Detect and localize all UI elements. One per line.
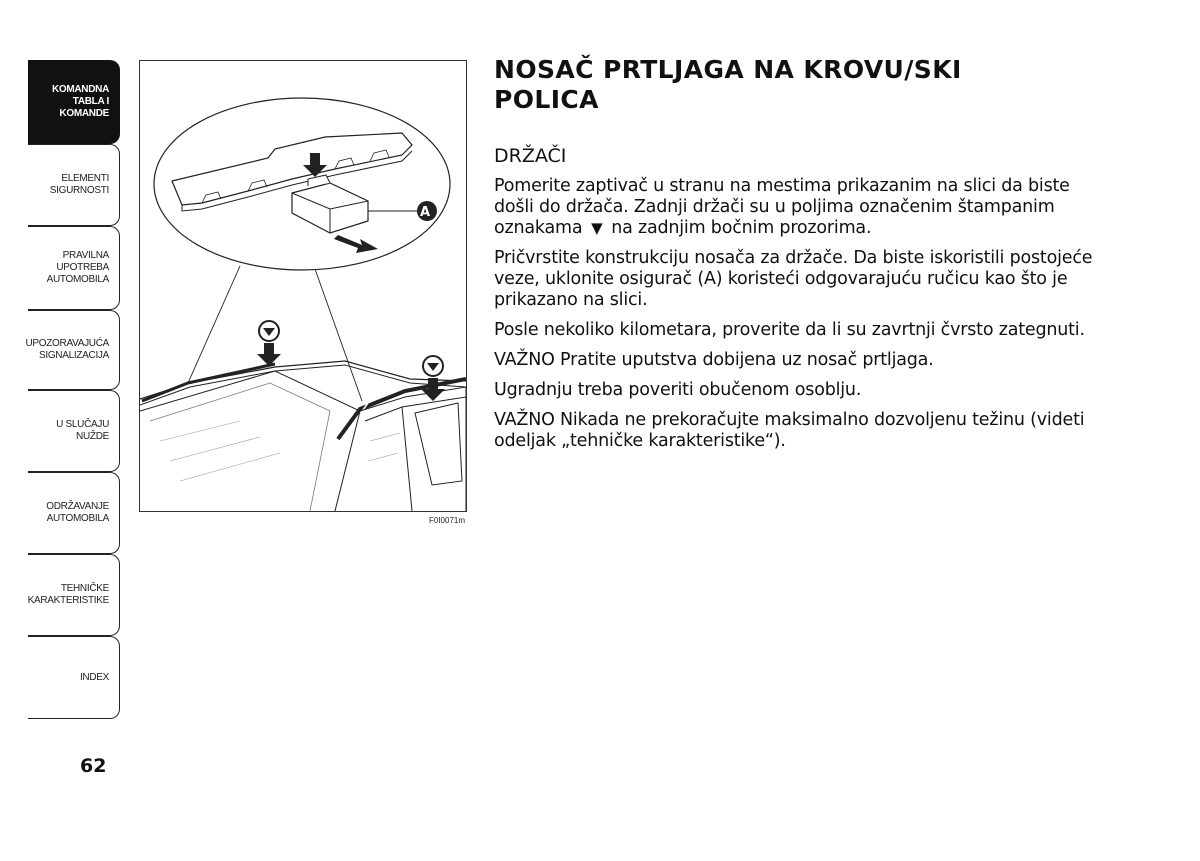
tab-label: ELEMENTI SIGURNOSTI — [49, 173, 109, 196]
paragraph-2: Pričvrstite konstrukciju nosača za držače. Da biste iskoristili postojeće veze, uklonite osigurač (A) koristeći odgovarajuću ručicu kao što je prikazano na slici. — [494, 248, 1093, 310]
paragraph-3: Posle nekoliko kilometara, proverite da li su zavrtnji čvrsto zategnuti. — [494, 320, 1085, 340]
paragraph-1-text-end: na zadnjim bočnim prozorima. — [611, 218, 872, 238]
tab-upozoravajuca-signalizacija[interactable] — [25, 310, 120, 390]
tab-tehnicke-karakteristike[interactable] — [28, 554, 120, 636]
tab-index[interactable] — [28, 636, 120, 719]
callout-a-label: A — [420, 205, 431, 220]
tab-label: INDEX — [79, 671, 109, 683]
paragraph-5: Ugradnju treba poveriti obučenom osoblju. — [494, 380, 862, 400]
tab-label: TEHNIČKE KARAKTERISTIKE — [27, 583, 109, 606]
triangle-down-icon: ▼ — [591, 219, 603, 237]
paragraph-1 — [494, 176, 1104, 239]
tab-odrzavanje-automobila[interactable] — [28, 472, 120, 554]
tab-label: PRAVILNA UPOTREBA AUTOMOBILA — [46, 250, 109, 285]
paragraph-1-text: Pomerite zaptivač u stranu na mestima prikazanim na slici da biste došli do držača. Zadnji držači su u poljima označenim štampanim oznakama — [494, 176, 1070, 238]
page-number: 62 — [80, 755, 107, 777]
tab-label: KOMANDNA TABLA I KOMANDE — [51, 84, 109, 119]
paragraph-4: VAŽNO Pratite uputstva dobijena uz nosač prtljaga. — [494, 350, 934, 370]
tab-label: ODRŽAVANJE AUTOMOBILA — [46, 501, 109, 524]
main-content — [494, 55, 1104, 461]
tab-pravilna-upotreba[interactable] — [28, 226, 120, 310]
front-support-marker-icon — [257, 321, 281, 366]
figure-code: F0I0071m — [429, 516, 466, 525]
tab-u-slucaju-nuzde[interactable] — [28, 390, 120, 472]
roof-rack-figure — [139, 60, 467, 512]
paragraph-6: VAŽNO Nikada ne prekoračujte maksimalno dozvoljenu težinu (videti odeljak „tehničke karakteristike“). — [494, 410, 1085, 451]
section-subtitle: DRŽAČI — [494, 145, 567, 167]
title-line-1: NOSAČ PRTLJAGA NA KROVU/SKI — [494, 55, 962, 84]
tab-label: U SLUČAJU NUŽDE — [56, 419, 109, 442]
tab-elementi-sigurnosti[interactable] — [28, 144, 120, 226]
tab-label: UPOZORAVAJUĆA SIGNALIZACIJA — [25, 338, 109, 361]
roof-rack-illustration — [140, 61, 466, 511]
tab-komandna-tabla[interactable] — [28, 60, 120, 144]
title-line-2: POLICA — [494, 85, 599, 114]
page-title — [494, 55, 1104, 115]
